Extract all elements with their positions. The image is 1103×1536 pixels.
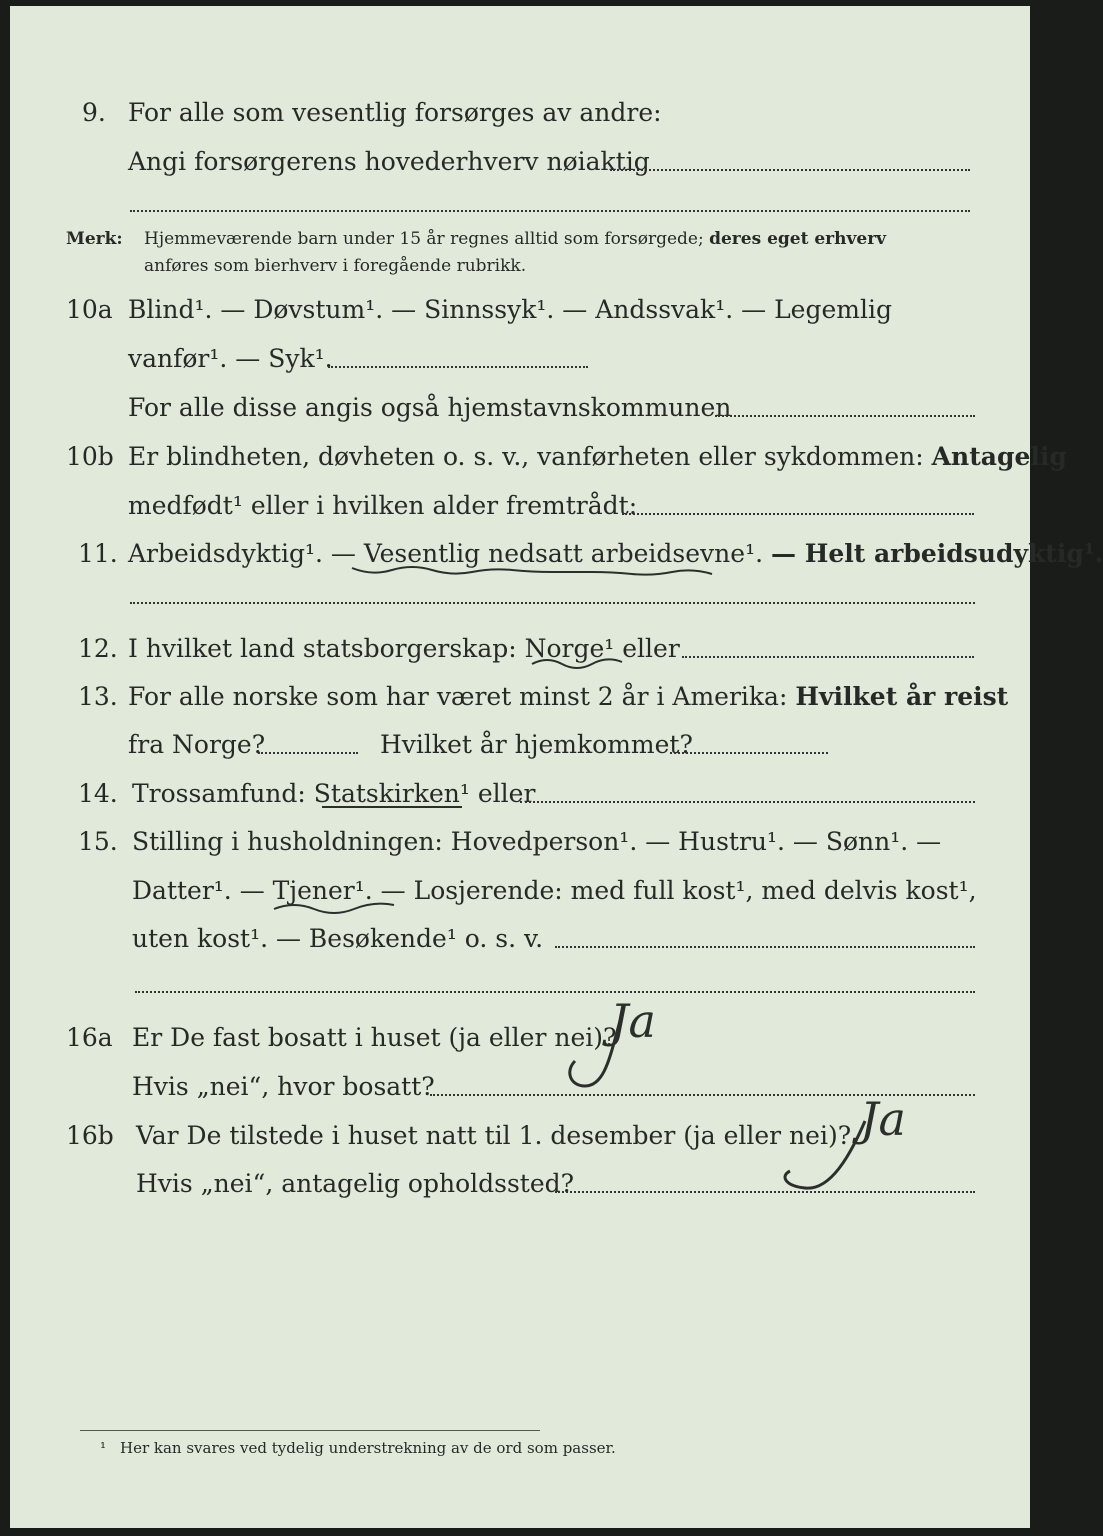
q16a-line1: Er De fast bosatt i huset (ja eller nei)? bbox=[132, 1023, 617, 1052]
q10b-number: 10b bbox=[66, 442, 114, 471]
q11-line: Arbeidsdyktig¹. — Vesentlig nedsatt arbeidsevne¹. — Helt arbeidsudyktig¹. bbox=[128, 539, 1103, 568]
q14-line: Trossamfund: Statskirken¹ eller bbox=[132, 779, 536, 808]
q11-underline-mark bbox=[350, 562, 700, 576]
q15-line2: Datter¹. — Tjener¹. — Losjerende: med full kost¹, med delvis kost¹, bbox=[132, 876, 977, 905]
footnote-rule bbox=[80, 1430, 540, 1431]
q11-marked-answer: Vesentlig nedsatt arbeidsevne¹. bbox=[363, 539, 764, 568]
q15-line1: Stilling i husholdningen: Hovedperson¹. — Hustru¹. — Sønn¹. — bbox=[132, 827, 942, 856]
q9-answer-line-2[interactable] bbox=[130, 210, 970, 212]
q15-marked-answer: Tjener¹. bbox=[272, 876, 373, 905]
q10a-answer-line[interactable] bbox=[328, 366, 588, 368]
q16a-number: 16a bbox=[66, 1023, 113, 1052]
q10b-line2: medfødt¹ eller i hvilken alder fremtrådt: bbox=[128, 491, 638, 520]
q10a-number: 10a bbox=[66, 295, 113, 324]
q10a-line2: vanfør¹. — Syk¹. bbox=[128, 344, 333, 373]
census-form-page bbox=[10, 6, 1103, 1528]
q16a-handwritten-stroke bbox=[565, 1016, 645, 1096]
q15-number: 15. bbox=[78, 827, 118, 856]
q12-marked-answer: Norge¹ bbox=[524, 634, 615, 663]
q13-number: 13. bbox=[78, 682, 118, 711]
q14-answer-line[interactable] bbox=[520, 801, 975, 803]
q9-line1: For alle som vesentlig forsørges av andre: bbox=[128, 98, 662, 127]
q15-line3: uten kost¹. — Besøkende¹ o. s. v. bbox=[132, 924, 544, 953]
q10b-answer-line[interactable] bbox=[622, 513, 974, 515]
merk-line1: Hjemmeværende barn under 15 år regnes alltid som forsørgede; deres eget erhverv bbox=[144, 229, 887, 249]
q12-underline-mark bbox=[530, 656, 630, 670]
q16b-handwritten-stroke bbox=[770, 1116, 880, 1196]
q9-number: 9. bbox=[82, 98, 106, 127]
q16b-answer-line[interactable] bbox=[555, 1191, 975, 1193]
q13-hjemkommet-line[interactable] bbox=[670, 752, 828, 754]
q15-answer-line[interactable] bbox=[555, 946, 975, 948]
q12-number: 12. bbox=[78, 634, 118, 663]
q12-answer-line[interactable] bbox=[682, 656, 974, 658]
q14-number: 14. bbox=[78, 779, 118, 808]
merk-label: Merk: bbox=[66, 229, 123, 249]
q16b-handwritten-answer: Ja bbox=[860, 1092, 906, 1146]
q13-line2b: Hvilket år hjemkommet? bbox=[380, 730, 693, 759]
q15-answer-line-2[interactable] bbox=[135, 991, 975, 993]
q16b-number: 16b bbox=[66, 1121, 114, 1150]
q12-line: I hvilket land statsborgerskap: Norge¹ eller bbox=[128, 634, 680, 663]
q13-reist-line[interactable] bbox=[258, 752, 358, 754]
q9-line2: Angi forsørgerens hovederhverv nøiaktig bbox=[128, 147, 650, 176]
q14-marked-answer: Statskirken¹ bbox=[313, 779, 470, 808]
q14-underline-mark bbox=[320, 802, 470, 812]
q10b-line1: Er blindheten, døvheten o. s. v., vanførheten eller sykdommen: Antagelig bbox=[128, 442, 1067, 471]
q13-line2a: fra Norge? bbox=[128, 730, 266, 759]
q16a-handwritten-answer: Ja bbox=[610, 994, 656, 1048]
footnote-mark: ¹ bbox=[100, 1439, 107, 1457]
q10a-hjemstavn-line[interactable] bbox=[715, 415, 975, 417]
footnote-text: Her kan svares ved tydelig understrekning av de ord som passer. bbox=[120, 1439, 616, 1457]
q16a-line2: Hvis „nei“, hvor bosatt? bbox=[132, 1072, 435, 1101]
merk-line2: anføres som bierhverv i foregående rubrikk. bbox=[144, 256, 527, 276]
q13-line1: For alle norske som har været minst 2 år i Amerika: Hvilket år reist bbox=[128, 682, 1009, 711]
q10a-line1: Blind¹. — Døvstum¹. — Sinnssyk¹. — Andssvak¹. — Legemlig bbox=[128, 295, 892, 324]
q11-number: 11. bbox=[78, 539, 118, 568]
q9-answer-line[interactable] bbox=[610, 169, 970, 171]
q15-underline-mark bbox=[272, 899, 402, 917]
q10a-line3: For alle disse angis også hjemstavnskommunen bbox=[128, 393, 732, 422]
q16b-line2: Hvis „nei“, antagelig opholdssted? bbox=[136, 1169, 575, 1198]
q16b-line1: Var De tilstede i huset natt til 1. desember (ja eller nei)? bbox=[136, 1121, 852, 1150]
q11-answer-line[interactable] bbox=[130, 602, 975, 604]
